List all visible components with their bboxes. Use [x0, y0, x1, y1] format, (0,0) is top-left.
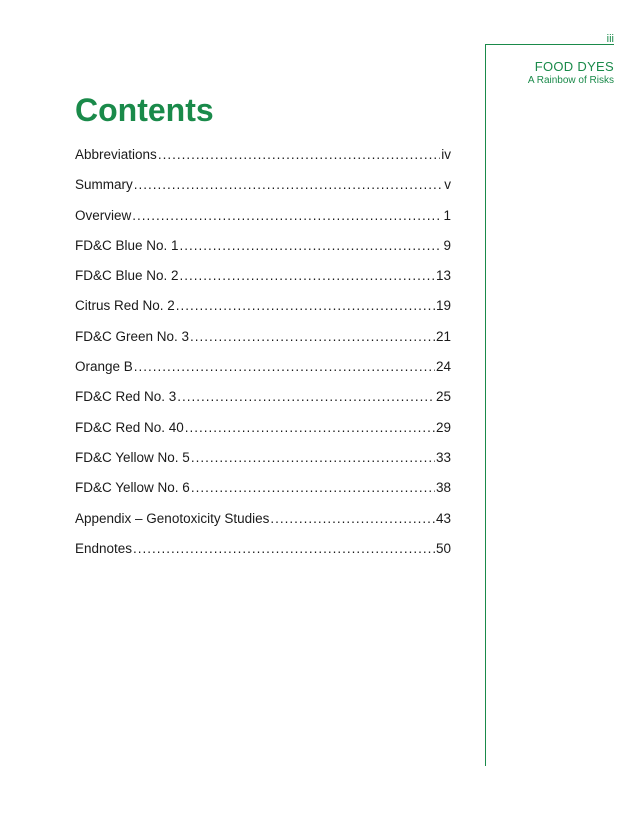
dot-leader — [270, 511, 435, 526]
toc-entry-label: Appendix – Genotoxicity Studies — [75, 510, 270, 526]
toc-entry-page: 25 — [435, 389, 451, 405]
page-title: Contents — [75, 92, 214, 128]
dot-leader — [133, 541, 435, 556]
toc-entry[interactable] — [75, 420, 451, 450]
table-of-contents — [75, 147, 451, 571]
dot-leader — [177, 389, 435, 404]
toc-entry-page: 29 — [435, 419, 451, 435]
toc-entry-label: FD&C Red No. 40 — [75, 419, 184, 435]
dot-leader — [132, 208, 442, 223]
running-header-subtitle: A Rainbow of Risks — [527, 75, 614, 86]
toc-entry[interactable] — [75, 359, 451, 389]
toc-entry-page: 38 — [435, 480, 451, 496]
toc-entry-label: FD&C Yellow No. 5 — [75, 449, 190, 465]
toc-entry-page: 24 — [435, 359, 451, 375]
dot-leader — [176, 298, 435, 313]
toc-entry-page: 33 — [435, 449, 451, 465]
toc-entry[interactable] — [75, 480, 451, 510]
toc-entry-page: 9 — [443, 237, 451, 253]
dot-leader — [190, 329, 435, 344]
toc-entry-page: 21 — [435, 328, 451, 344]
dot-leader — [185, 420, 435, 435]
toc-entry-page: 1 — [443, 207, 451, 223]
running-header-title: FOOD DYES — [534, 59, 614, 74]
dot-leader — [134, 359, 435, 374]
toc-entry-page: 13 — [435, 268, 451, 284]
toc-entry-label: Endnotes — [75, 540, 133, 556]
header-rule — [485, 44, 614, 45]
toc-entry-page: 19 — [435, 298, 451, 314]
toc-entry-label: Citrus Red No. 2 — [75, 298, 175, 314]
dot-leader — [191, 450, 435, 465]
toc-entry[interactable] — [75, 177, 451, 207]
toc-entry-label: Orange B — [75, 359, 133, 375]
dot-leader — [180, 238, 443, 253]
toc-entry-label: FD&C Red No. 3 — [75, 389, 177, 405]
toc-entry[interactable] — [75, 268, 451, 298]
toc-entry-label: FD&C Yellow No. 6 — [75, 480, 190, 496]
page-number: iii — [606, 33, 614, 45]
toc-entry[interactable] — [75, 389, 451, 419]
toc-entry-label: FD&C Green No. 3 — [75, 328, 190, 344]
toc-entry-page: iv — [441, 147, 451, 162]
toc-entry[interactable] — [75, 147, 451, 177]
toc-entry[interactable] — [75, 511, 451, 541]
toc-entry-label: FD&C Blue No. 1 — [75, 237, 179, 253]
toc-entry-label: Abbreviations — [75, 147, 157, 162]
dot-leader — [158, 147, 440, 162]
toc-entry[interactable] — [75, 329, 451, 359]
toc-entry-label: Summary — [75, 177, 133, 193]
toc-entry[interactable] — [75, 298, 451, 328]
toc-entry-page: v — [444, 177, 451, 193]
dot-leader — [180, 268, 435, 283]
toc-entry[interactable] — [75, 208, 451, 238]
toc-entry-page: 50 — [435, 540, 451, 556]
toc-entry-page: 43 — [435, 510, 451, 526]
dot-leader — [134, 177, 443, 192]
toc-entry[interactable] — [75, 450, 451, 480]
toc-entry-label: FD&C Blue No. 2 — [75, 268, 179, 284]
toc-entry[interactable] — [75, 238, 451, 268]
vertical-rule — [485, 44, 486, 766]
toc-entry[interactable] — [75, 541, 451, 571]
toc-entry-label: Overview — [75, 207, 132, 223]
dot-leader — [191, 480, 435, 495]
